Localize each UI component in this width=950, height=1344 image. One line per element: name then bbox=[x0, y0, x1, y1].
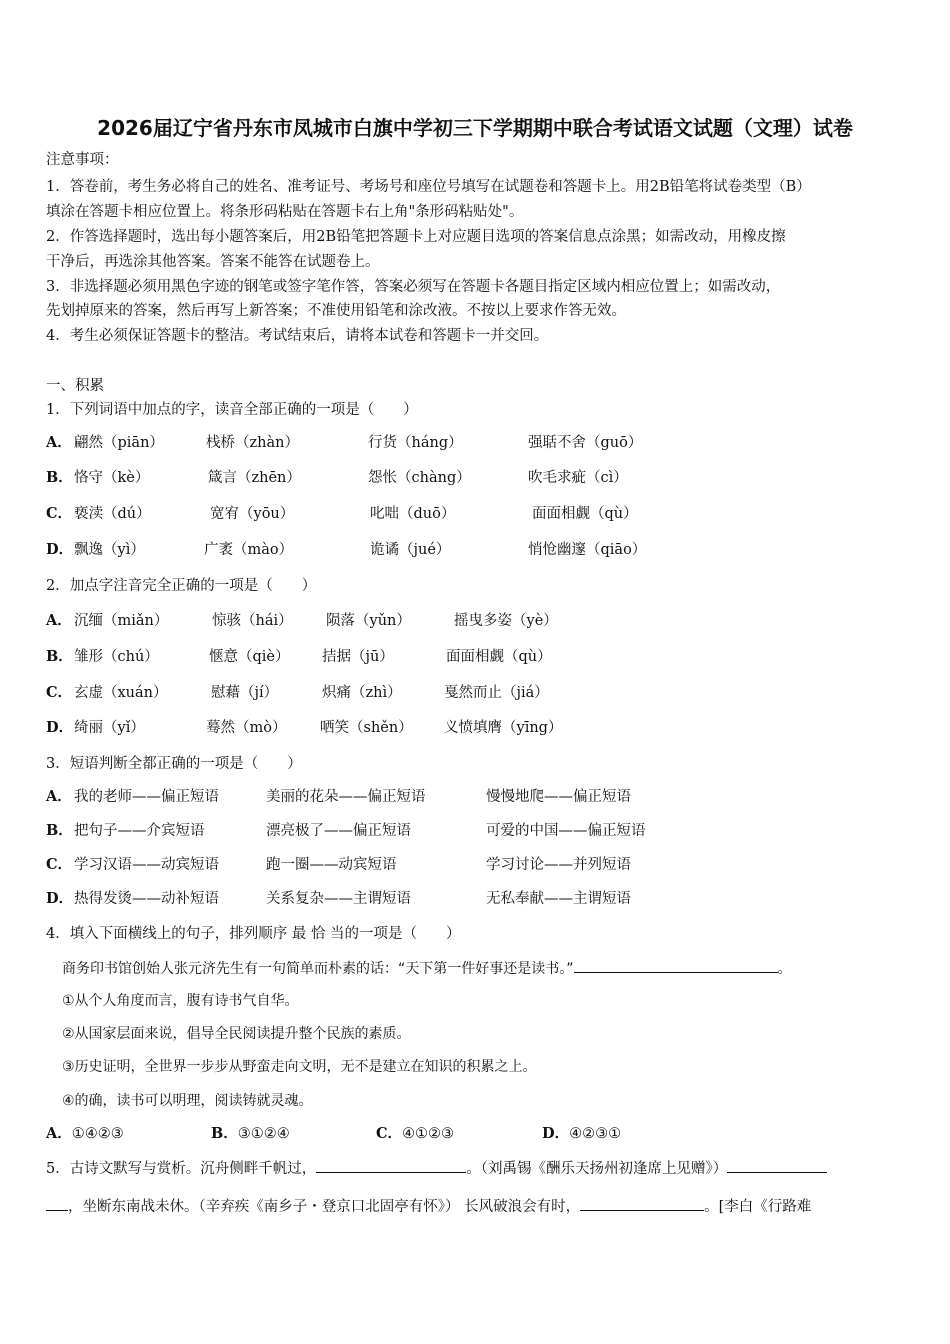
option-item: ③①②④ bbox=[237, 1126, 290, 1142]
option-item: 学习讨论——并列短语 bbox=[486, 857, 631, 873]
q5-text: 。（刘禹锡《酬乐天扬州初逢席上见赠》） bbox=[466, 1161, 728, 1177]
option-letter: C． bbox=[376, 1125, 403, 1142]
q4-sentence: ②从国家层面来说，倡导全民阅读提升整个民族的素质。 bbox=[62, 1026, 411, 1042]
option-item: ④①②③ bbox=[402, 1126, 455, 1142]
option-item: 箴言（zhēn） bbox=[208, 470, 301, 486]
option-letter: D． bbox=[46, 541, 74, 558]
q4-sentence: ④的确，读书可以明理，阅读铸就灵魂。 bbox=[62, 1093, 313, 1109]
notice-line: 干净后，再选涂其他答案。答案不能答在试题卷上。 bbox=[46, 254, 380, 270]
option-letter: C． bbox=[46, 505, 73, 522]
option-letter: C． bbox=[46, 684, 73, 701]
option-letter: B． bbox=[46, 822, 73, 839]
option-item: 面面相觑（qù） bbox=[446, 649, 552, 665]
option-item: 跑一圈——动宾短语 bbox=[266, 857, 397, 873]
option-item: 亵渎（dú） bbox=[74, 506, 151, 522]
option-item: 恪守（kè） bbox=[74, 470, 150, 486]
option-item: 绮丽（yǐ） bbox=[74, 720, 145, 736]
option-item: 广袤（mào） bbox=[204, 542, 294, 558]
option-item: 惬意（qiè） bbox=[209, 649, 290, 665]
option-item: 漂亮极了——偏正短语 bbox=[266, 823, 411, 839]
q4-passage-end: 。 bbox=[777, 961, 792, 977]
option-item: 摇曳多姿（yè） bbox=[454, 613, 558, 629]
answer-blank[interactable] bbox=[574, 958, 778, 973]
option-item: ①④②③ bbox=[71, 1126, 124, 1142]
option-item: 吹毛求疵（cì） bbox=[528, 470, 628, 486]
option-item: 美丽的花朵——偏正短语 bbox=[266, 789, 426, 805]
question-3-stem: 3．短语判断全都正确的一项是（ ） bbox=[46, 756, 302, 772]
option-item: 面面相觑（qù） bbox=[532, 506, 638, 522]
option-item: 栈桥（zhàn） bbox=[206, 435, 299, 451]
q5-text: 。[李白《行路难 bbox=[704, 1199, 812, 1215]
option-item: 怨怅（chàng） bbox=[368, 470, 471, 486]
question-1-stem: 1．下列词语中加点的字，读音全部正确的一项是（ ） bbox=[46, 402, 418, 418]
notice-line: 填涂在答题卡相应位置上。将条形码粘贴在答题卡右上角"条形码粘贴处"。 bbox=[46, 204, 524, 220]
option-letter: B． bbox=[46, 648, 73, 665]
option-item: 我的老师——偏正短语 bbox=[74, 789, 219, 805]
option-item: 雏形（chú） bbox=[74, 649, 159, 665]
option-item: 戛然而止（jiá） bbox=[444, 685, 549, 701]
option-item: 蓦然（mò） bbox=[206, 720, 287, 736]
section-heading: 一、积累 bbox=[46, 378, 104, 394]
q4-passage bbox=[62, 958, 792, 979]
answer-blank[interactable] bbox=[727, 1158, 827, 1173]
notice-line: 1．答卷前，考生务必将自己的姓名、准考证号、考场号和座位号填写在试题卷和答题卡上。用2B铅笔将试卷类型（B） bbox=[46, 179, 811, 195]
question-2-stem: 2．加点字注音完全正确的一项是（ ） bbox=[46, 578, 317, 594]
q5-text: ，坐断东南战未休。（辛弃疾《南乡子・登京口北固亭有怀》） 长风破浪会有时， bbox=[68, 1199, 581, 1215]
answer-blank[interactable] bbox=[316, 1158, 466, 1173]
option-letter: A． bbox=[46, 434, 72, 451]
question-5-continued bbox=[46, 1196, 811, 1217]
option-item: 慢慢地爬——偏正短语 bbox=[486, 789, 631, 805]
option-item: 热得发烫——动补短语 bbox=[74, 891, 219, 907]
notice-line: 2．作答选择题时，选出每小题答案后，用2B铅笔把答题卡上对应题目选项的答案信息点涂黑；如需改动，用橡皮擦 bbox=[46, 229, 786, 245]
option-item: 沉缅（miǎn） bbox=[74, 613, 169, 629]
notice-line: 先划掉原来的答案，然后再写上新答案；不准使用铅笔和涂改液。不按以上要求作答无效。 bbox=[46, 303, 626, 319]
option-item: 哂笑（shěn） bbox=[320, 720, 413, 736]
option-item: 玄虚（xuán） bbox=[74, 685, 168, 701]
option-item: 宽宥（yōu） bbox=[210, 506, 295, 522]
option-item: 义愤填膺（yīng） bbox=[444, 720, 563, 736]
answer-blank[interactable] bbox=[580, 1196, 704, 1211]
option-item: 慰藉（jí） bbox=[211, 685, 279, 701]
q5-text: 5．古诗文默写与赏析。沉舟侧畔千帆过， bbox=[46, 1161, 317, 1177]
answer-blank[interactable] bbox=[46, 1196, 68, 1211]
option-item: ④②③① bbox=[569, 1126, 622, 1142]
option-item: 惊骇（hái） bbox=[212, 613, 293, 629]
option-item: 诡谲（jué） bbox=[370, 542, 451, 558]
option-letter: D． bbox=[542, 1125, 570, 1142]
question-4-stem: 4．填入下面横线上的句子，排列顺序 最 恰 当的一项是（ ） bbox=[46, 926, 461, 942]
option-letter: B． bbox=[211, 1125, 238, 1142]
q4-passage-text: 商务印书馆创始人张元济先生有一句简单而朴素的话：“天下第一件好事还是读书。” bbox=[62, 961, 574, 977]
option-item: 陨落（yǔn） bbox=[326, 613, 411, 629]
question-5-stem bbox=[46, 1158, 827, 1179]
option-letter: A． bbox=[46, 788, 72, 805]
option-item: 强聒不舍（guō） bbox=[528, 435, 643, 451]
option-item: 炽痛（zhì） bbox=[322, 685, 402, 701]
option-item: 关系复杂——主谓短语 bbox=[266, 891, 411, 907]
option-item: 可爱的中国——偏正短语 bbox=[486, 823, 646, 839]
option-letter: A． bbox=[46, 1125, 72, 1142]
q4-option-b[interactable] bbox=[211, 1123, 290, 1145]
option-item: 飘逸（yì） bbox=[74, 542, 145, 558]
option-letter: C． bbox=[46, 856, 73, 873]
q4-option-d[interactable] bbox=[542, 1123, 621, 1145]
option-letter: A． bbox=[46, 612, 72, 629]
notice-line: 3．非选择题必须用黑色字迹的钢笔或签字笔作答，答案必须写在答题卡各题目指定区域内相应位置上；如需改动， bbox=[46, 279, 781, 295]
q4-option-c[interactable] bbox=[376, 1123, 454, 1145]
option-letter: D． bbox=[46, 719, 74, 736]
option-item: 把句子——介宾短语 bbox=[74, 823, 205, 839]
option-item: 叱咄（duō） bbox=[370, 506, 456, 522]
option-letter: D． bbox=[46, 890, 74, 907]
option-letter: B． bbox=[46, 469, 73, 486]
q4-option-a[interactable] bbox=[46, 1123, 124, 1145]
page-title: 2026届辽宁省丹东市凤城市白旗中学初三下学期期中联合考试语文试题（文理）试卷 bbox=[97, 116, 853, 140]
option-item: 行货（háng） bbox=[368, 435, 463, 451]
option-item: 悄怆幽邃（qiāo） bbox=[528, 542, 647, 558]
option-item: 拮据（jū） bbox=[322, 649, 394, 665]
q4-sentence: ①从个人角度而言，腹有诗书气自华。 bbox=[62, 993, 299, 1009]
option-item: 无私奉献——主谓短语 bbox=[486, 891, 631, 907]
q4-sentence: ③历史证明，全世界一步步从野蛮走向文明，无不是建立在知识的积累之上。 bbox=[62, 1059, 537, 1075]
option-item: 学习汉语——动宾短语 bbox=[74, 857, 219, 873]
notice-line: 4．考生必须保证答题卡的整洁。考试结束后，请将本试卷和答题卡一并交回。 bbox=[46, 328, 549, 344]
option-item: 翩然（piān） bbox=[74, 435, 164, 451]
notice-heading: 注意事项： bbox=[46, 152, 119, 168]
